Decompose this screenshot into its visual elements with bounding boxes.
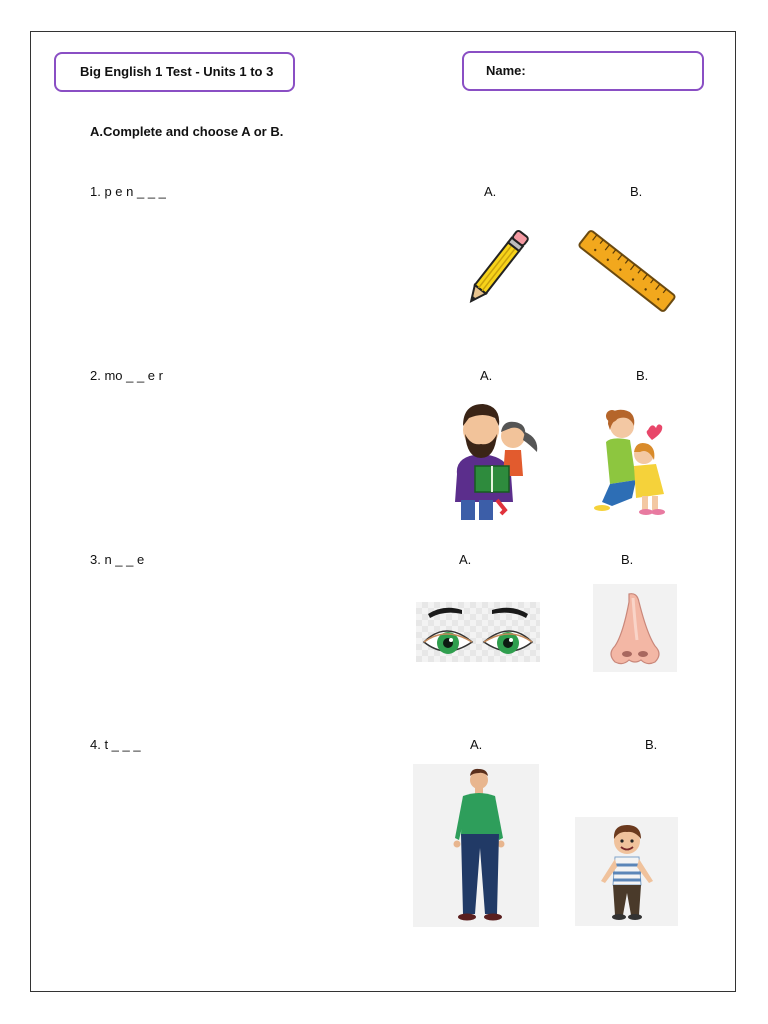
father-reading-icon[interactable] bbox=[445, 396, 545, 522]
ruler-icon[interactable] bbox=[574, 224, 680, 318]
tall-man-icon[interactable] bbox=[413, 764, 539, 927]
question-4-option-a-label[interactable]: A. bbox=[470, 737, 483, 752]
question-2-option-b-label[interactable]: B. bbox=[636, 368, 649, 383]
eyes-icon[interactable] bbox=[416, 602, 540, 662]
name-label: Name: bbox=[486, 63, 526, 78]
question-4-prompt: 4. t _ _ _ bbox=[90, 737, 141, 752]
question-2-option-a-label[interactable]: A. bbox=[480, 368, 493, 383]
nose-icon[interactable] bbox=[593, 584, 677, 672]
question-4-option-b-label[interactable]: B. bbox=[645, 737, 658, 752]
question-1-prompt: 1. p e n _ _ _ bbox=[90, 184, 166, 199]
question-1-option-b-label[interactable]: B. bbox=[630, 184, 643, 199]
question-3-option-b-label[interactable]: B. bbox=[621, 552, 634, 567]
pencil-icon[interactable] bbox=[450, 220, 545, 315]
question-1-option-a-label[interactable]: A. bbox=[484, 184, 497, 199]
mother-hugging-icon[interactable] bbox=[592, 402, 674, 518]
test-title: Big English 1 Test - Units 1 to 3 bbox=[80, 64, 274, 79]
question-2-prompt: 2. mo _ _ e r bbox=[90, 368, 163, 383]
test-title-box bbox=[54, 52, 295, 92]
question-3-option-a-label[interactable]: A. bbox=[459, 552, 472, 567]
question-3-prompt: 3. n _ _ e bbox=[90, 552, 145, 567]
name-box[interactable] bbox=[462, 51, 704, 91]
short-boy-icon[interactable] bbox=[575, 817, 678, 926]
instruction: A.Complete and choose A or B. bbox=[90, 124, 284, 139]
